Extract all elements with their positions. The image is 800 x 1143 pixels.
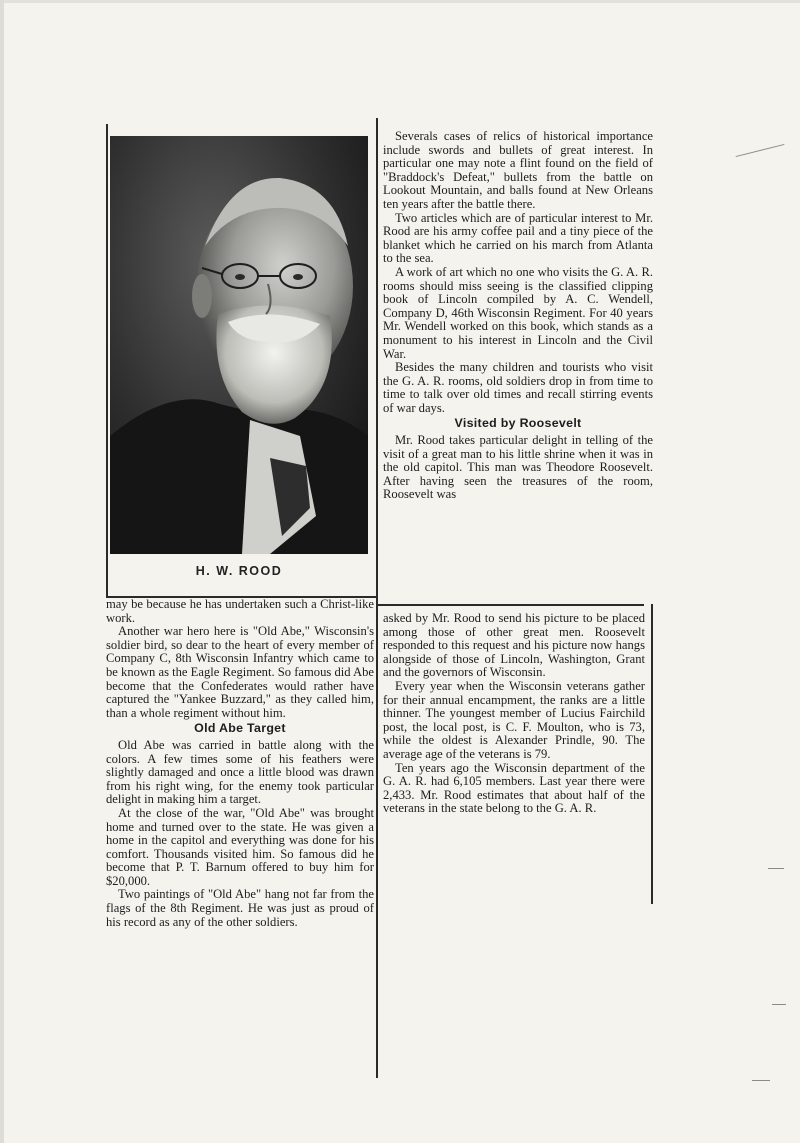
right-column-rule	[376, 604, 644, 606]
scan-edge-top	[0, 0, 800, 3]
paragraph: Old Abe was carried in battle along with the colors. A few times some of his feathers were slightly damaged and once a little blood was drawn from his right wing, for the enemy took particular delight in making him a target.	[106, 737, 374, 807]
paragraph: Severals cases of relics of historical importance include swords and bullets of great interest. In particular one may note a flint found on the field of "Braddock's Defeat," bullets from the battle on Lookout Mountain, and balls found at New Orleans ten years after the battle there.	[383, 129, 653, 211]
paragraph: Two articles which are of particular interest to Mr. Rood are his army coffee pail and a tiny piece of the blanket which he carried on his march from Atlanta to the sea.	[383, 210, 653, 266]
photo-caption: H. W. ROOD	[195, 564, 283, 578]
scan-edge-left	[0, 0, 4, 1143]
paragraph: Two paintings of "Old Abe" hang not far from the flags of the 8th Regiment. He was just as proud of his record as any of the other soldiers.	[106, 887, 374, 929]
scan-mark-right-2	[772, 1004, 786, 1005]
column-divider	[376, 118, 378, 1078]
paragraph: Besides the many children and tourists who visit the G. A. R. rooms, old soldiers drop in from time to time to talk over old times and recall stirring events of war days.	[383, 360, 653, 415]
portrait-photo	[110, 136, 368, 554]
portrait-image	[110, 136, 368, 554]
scan-mark-bottom	[752, 1080, 770, 1081]
section-heading: Visited by Roosevelt	[454, 416, 582, 431]
right-column-bottom	[383, 612, 645, 816]
scan-mark-right-1	[768, 868, 784, 869]
paragraph: Another war hero here is "Old Abe," Wisconsin's soldier bird, so dear to the heart of every member of Company C, 8th Wisconsin Infantry which came to be known as the Eagle Regiment. So famous did Abe become that the Confederates would rather have captured the "Yankee Buzzard," as they called him, than a whole regiment without him.	[106, 624, 374, 720]
newspaper-clipping	[96, 118, 662, 1078]
right-column-top	[383, 130, 653, 502]
paragraph: A work of art which no one who visits the G. A. R. rooms should miss seeing is the classified clipping book of Lincoln compiled by A. C. Wendell, Company D, 46th Wisconsin Regiment. For 40 years Mr. Wendell worked on this book, which stands as a monument to his interest in Lincoln and the Civil War.	[383, 264, 653, 361]
paragraph: At the close of the war, "Old Abe" was brought home and turned over to the state. He was given a home in the capitol and everything was done for his comfort. Thousands visited him. So famous did he become that P. T. Barnum offered to buy him for $20,000.	[106, 805, 374, 888]
right-border	[651, 604, 653, 904]
left-border	[106, 124, 108, 596]
continued-paragraph: asked by Mr. Rood to send his picture to be placed among those of other great men. Roosevelt responded to this request and his picture now hangs alongside of those of Lincoln, Washington, Grant and the governors of Wisconsin.	[383, 611, 645, 680]
paragraph: Ten years ago the Wisconsin department of the G. A. R. had 6,105 members. Last year there were 2,433. Mr. Rood estimates that about half of the veterans in the state belong to the G. A. R.	[383, 760, 645, 816]
left-column-bottom	[106, 598, 374, 929]
scan-mark-top-right	[736, 144, 785, 157]
paragraph: Mr. Rood takes particular delight in telling of the visit of a great man to his little shrine when it was in the old capitol. This man was Theodore Roosevelt. After having seen the treasures of the room, Roosevelt was	[383, 433, 653, 502]
section-heading: Old Abe Target	[194, 721, 286, 736]
continued-paragraph: may be because he has undertaken such a Christ-like work.	[106, 597, 374, 625]
paragraph: Every year when the Wisconsin veterans gather for their annual encampment, the ranks are a little thinner. The youngest member of Lucius Fairchild post, the local post, is C. F. Moulton, who is 73, while the oldest is Alexander Prindle, 90. The average age of the veterans is 79.	[383, 678, 645, 761]
